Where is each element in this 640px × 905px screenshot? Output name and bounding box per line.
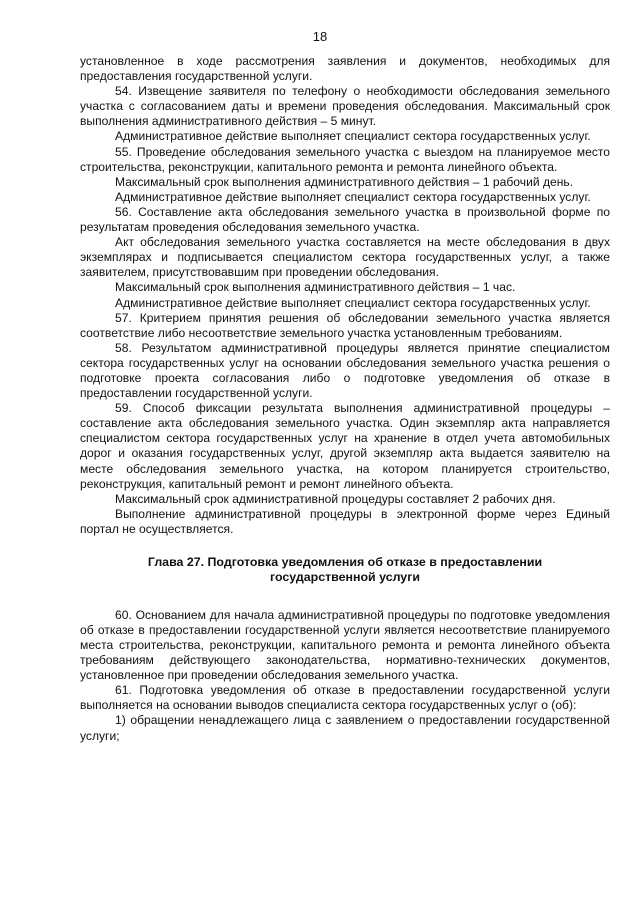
- paragraph: Акт обследования земельного участка составляется на месте обследования в двух экземплярах и подписывается специалистом сектора государственных услуг, а также заявителем, присутствовавшим при проведении обследования.: [80, 235, 610, 280]
- paragraph: Административное действие выполняет специалист сектора государственных услуг.: [115, 129, 591, 144]
- paragraph: установленное в ходе рассмотрения заявления и документов, необходимых для предоставления государственной услуги.: [80, 54, 610, 84]
- paragraph: 56. Составление акта обследования земельного участка в произвольной форме по результатам проведения обследования земельного участка.: [80, 204, 610, 235]
- document-body: [80, 54, 610, 744]
- paragraph: Максимальный срок выполнения административного действия – 1 рабочий день.: [115, 174, 574, 189]
- paragraph: Выполнение административной процедуры в электронной форме через Единый портал не осуществляется.: [80, 506, 610, 536]
- paragraph: Максимальный срок административной процедуры составляет 2 рабочих дня.: [115, 491, 556, 506]
- paragraph: Максимальный срок выполнения административного действия – 1 час.: [115, 280, 516, 295]
- paragraph: 57. Критерием принятия решения об обследовании земельного участка является соответствие либо несоответствие земельного участка установленным требованиям.: [80, 310, 610, 340]
- paragraph: 55. Проведение обследования земельного участка с выездом на планируемое место строительства, реконструкции, капитального ремонта и ремонта линейного объекта.: [80, 144, 610, 174]
- paragraph: 1) обращении ненадлежащего лица с заявлением о предоставлении государственной услуги;: [80, 713, 610, 743]
- paragraph: 59. Способ фиксации результата выполнения административной процедуры – составление акта обследования земельного участка. Один экземпляр акта направляется специалистом сектора государственных услуг на хранение в отдел учета автомобильных дорог и оказания государственных услуг, другой экземпляр акта выдается заявителю на месте обследования земельного участка, на котором планируется строительство, реконструкция, капитальный ремонт и ремонт линейного объекта.: [80, 401, 610, 491]
- paragraph: Административное действие выполняет специалист сектора государственных услуг.: [115, 189, 591, 204]
- paragraph: 61. Подготовка уведомления об отказе в предоставлении государственной услуги выполняется на основании выводов специалиста сектора государственных услуг о (об):: [80, 683, 610, 713]
- paragraph: Административное действие выполняет специалист сектора государственных услуг.: [115, 295, 591, 310]
- paragraph: 60. Основанием для начала административной процедуры по подготовке уведомления об отказе в предоставлении государственной услуги является несоответствие планируемого места строительства, реконструкции, капитального ремонта и ремонта линейного объекта требованиям действующего законодательства, нормативно-технических документов, установленное при проведении обследования земельного участка.: [80, 607, 610, 683]
- page-number: 18: [312, 29, 328, 44]
- paragraph: 54. Извещение заявителя по телефону о необходимости обследования земельного участка с согласованием даты и времени проведения обследования. Максимальный срок выполнения административного действия – 5 минут.: [80, 84, 610, 129]
- chapter-heading: [80, 555, 610, 586]
- chapter-heading-line-1: Глава 27. Подготовка уведомления об отказе в предоставлении: [147, 555, 543, 569]
- chapter-heading-line-2: государственной услуги: [270, 570, 420, 585]
- paragraph: 58. Результатом административной процедуры является принятие специалистом сектора государственных услуг на основании обследования земельного участка решения о подготовке проекта согласования либо о подготовке уведомления об отказе в предоставлении государственной услуги.: [80, 340, 610, 401]
